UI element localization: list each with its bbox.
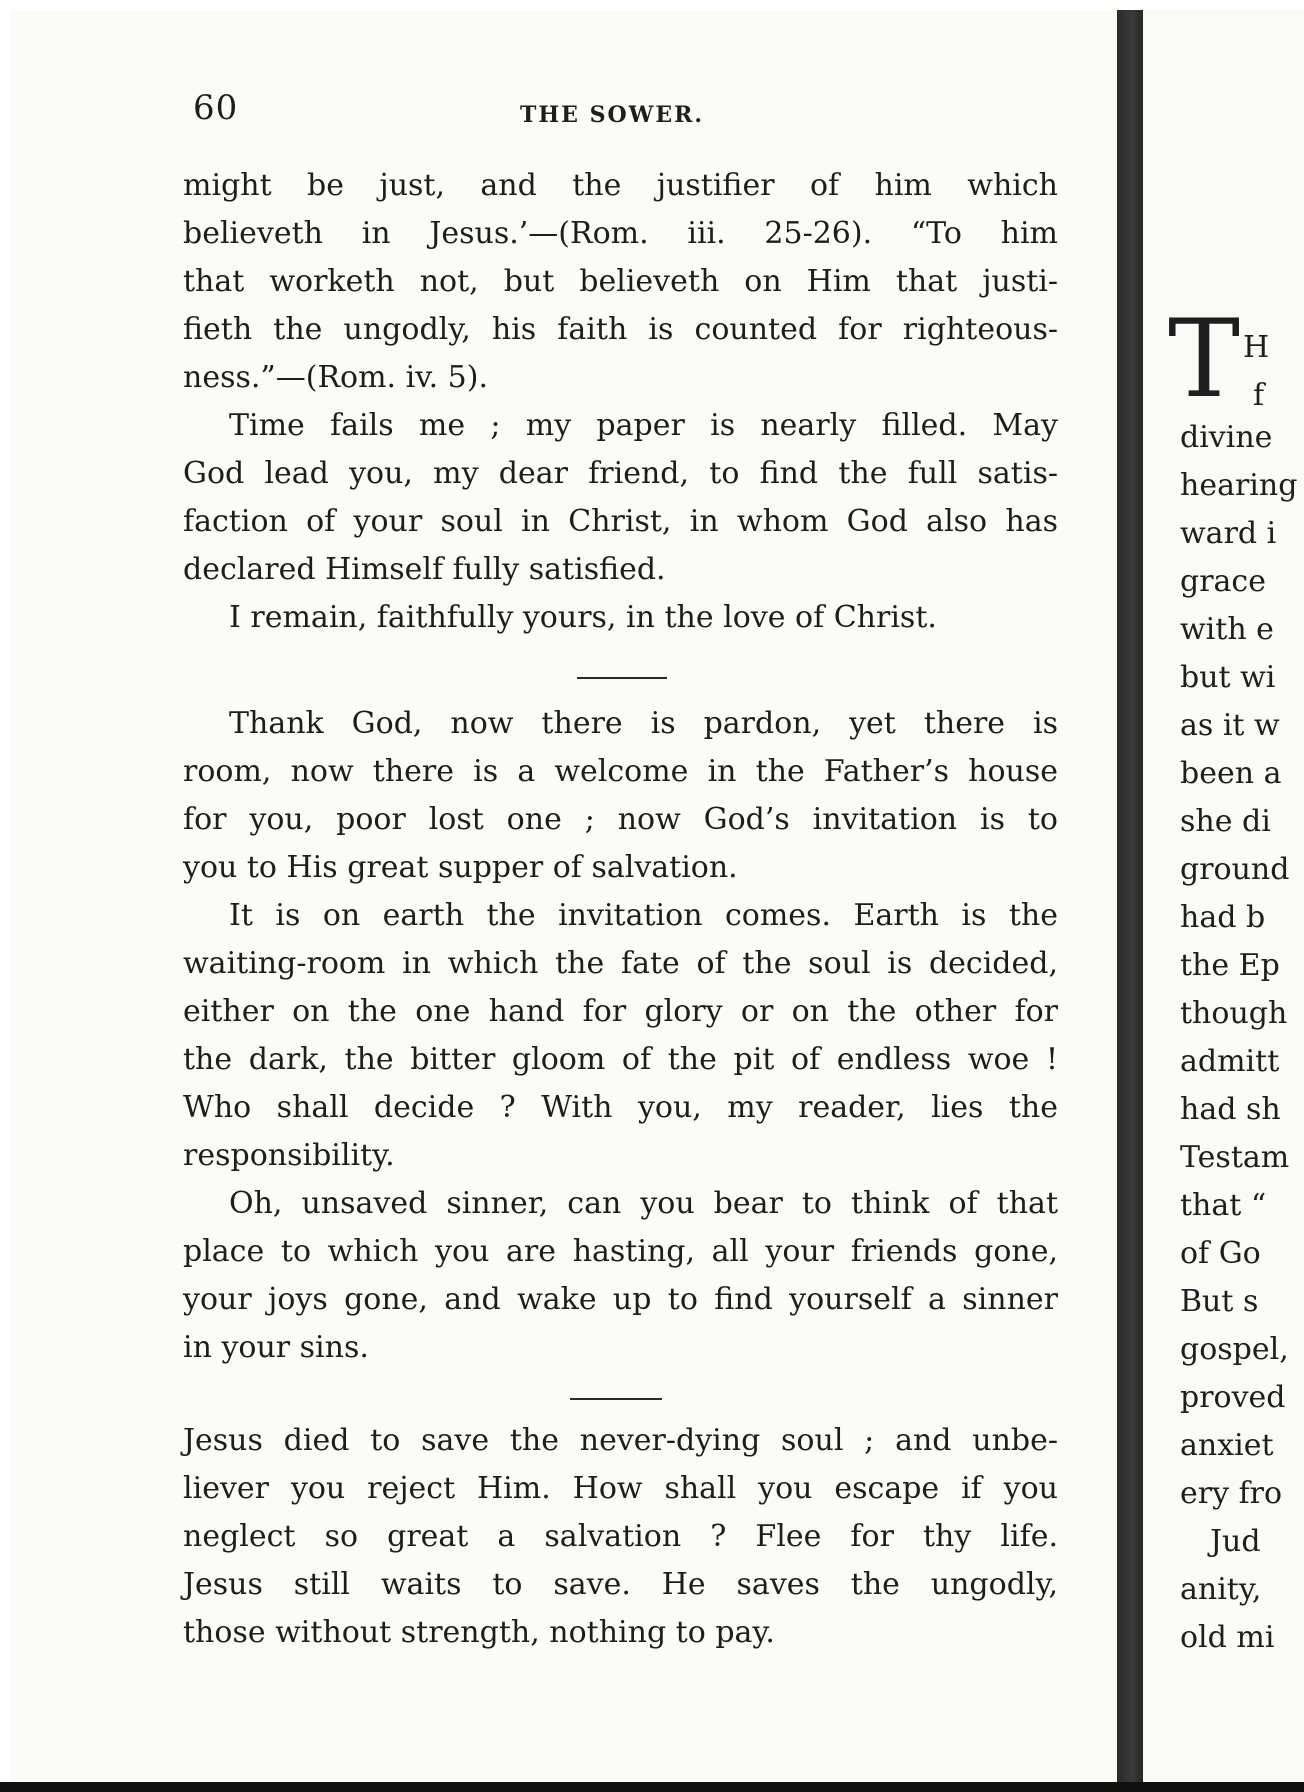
- facing-line: Testam: [1180, 1140, 1290, 1175]
- text-line: Time fails me ; my paper is nearly filled. May: [229, 408, 1058, 443]
- running-title: THE SOWER.: [520, 102, 705, 128]
- facing-line: ward i: [1180, 516, 1277, 551]
- text-line: Oh, unsaved sinner, can you bear to think of that: [229, 1186, 1058, 1221]
- text-line: faction of your soul in Christ, in whom God also has: [183, 504, 1058, 539]
- drop-cap-continuation: [1243, 324, 1269, 420]
- facing-line: anity,: [1180, 1572, 1262, 1607]
- text-line: you to His great supper of salvation.: [183, 850, 738, 885]
- text-line: your joys gone, and wake up to find yourself a sinner: [183, 1282, 1058, 1317]
- text-line: room, now there is a welcome in the Father’s house: [183, 754, 1058, 789]
- text-line: believeth in Jesus.’—(Rom. iii. 25-26). “To him: [183, 216, 1058, 251]
- facing-line: old mi: [1180, 1620, 1275, 1655]
- facing-line: admitt: [1180, 1044, 1280, 1079]
- page-number: 60: [193, 88, 239, 128]
- text-line: liever you reject Him. How shall you escape if you: [183, 1471, 1058, 1506]
- book-gutter: [1117, 10, 1143, 1782]
- drop-cap: T: [1168, 297, 1241, 422]
- facing-line: she di: [1180, 804, 1271, 839]
- facing-line: ground: [1180, 852, 1290, 887]
- facing-line: proved: [1180, 1380, 1286, 1415]
- facing-line: of Go: [1180, 1236, 1261, 1271]
- section-divider: [570, 1398, 662, 1400]
- text-line: Who shall decide ? With you, my reader, lies the: [183, 1090, 1058, 1125]
- text-line: fieth the ungodly, his faith is counted for righteous-: [183, 312, 1058, 347]
- facing-line: that “: [1180, 1188, 1267, 1223]
- facing-line: had sh: [1180, 1092, 1281, 1127]
- text-line: those without strength, nothing to pay.: [183, 1615, 775, 1650]
- text-line: ness.”—(Rom. iv. 5).: [183, 360, 488, 395]
- text-line: waiting-room in which the fate of the soul is decided,: [183, 946, 1058, 981]
- text-line: It is on earth the invitation comes. Earth is the: [229, 898, 1058, 933]
- facing-line: had b: [1180, 900, 1266, 935]
- text-line: neglect so great a salvation ? Flee for thy life.: [183, 1519, 1058, 1554]
- facing-line: with e: [1180, 612, 1274, 647]
- text-line: Jesus died to save the never-dying soul ; and unbe-: [183, 1423, 1058, 1458]
- text-line: Thank God, now there is pardon, yet there is: [229, 706, 1058, 741]
- text-line: in your sins.: [183, 1330, 369, 1365]
- text-line: might be just, and the justifier of him which: [183, 168, 1058, 203]
- text-line: responsibility.: [183, 1138, 395, 1173]
- facing-line: though: [1180, 996, 1288, 1031]
- facing-line: but wi: [1180, 660, 1276, 695]
- facing-line: anxiet: [1180, 1428, 1274, 1463]
- facing-line: the Ep: [1180, 948, 1280, 983]
- facing-line: grace: [1180, 564, 1266, 599]
- letter-conclusion: [183, 162, 1058, 642]
- facing-page-text: [1180, 414, 1297, 1662]
- drop-cap-rest-line: H: [1243, 330, 1270, 365]
- facing-line: divine: [1180, 420, 1273, 455]
- facing-line: hearing: [1180, 468, 1298, 503]
- facing-line: Jud: [1210, 1524, 1261, 1559]
- drop-cap-rest-line: f: [1253, 378, 1265, 413]
- closing-line: I remain, faithfully yours, in the love of Christ.: [229, 600, 937, 635]
- facing-line: been a: [1180, 756, 1282, 791]
- facing-line: gospel,: [1180, 1332, 1289, 1367]
- text-line: God lead you, my dear friend, to find the full satis-: [183, 456, 1058, 491]
- invitation-section: [183, 700, 1058, 1372]
- facing-line: ery fro: [1180, 1476, 1283, 1511]
- text-line: the dark, the bitter gloom of the pit of endless woe !: [183, 1042, 1058, 1077]
- text-line: declared Himself fully satisfied.: [183, 552, 666, 587]
- scan-bottom-edge: [0, 1782, 1304, 1792]
- section-divider: [577, 677, 667, 679]
- text-line: Jesus still waits to save. He saves the ungodly,: [183, 1567, 1058, 1602]
- facing-line: But s: [1180, 1284, 1259, 1319]
- text-line: that worketh not, but believeth on Him that justi-: [183, 264, 1058, 299]
- text-line: for you, poor lost one ; now God’s invitation is to: [183, 802, 1058, 837]
- facing-line: as it w: [1180, 708, 1280, 743]
- text-line: either on the one hand for glory or on the other for: [183, 994, 1058, 1029]
- facing-page: [1143, 10, 1304, 1782]
- text-line: place to which you are hasting, all your friends gone,: [183, 1234, 1058, 1269]
- closing-appeal: [183, 1417, 1058, 1657]
